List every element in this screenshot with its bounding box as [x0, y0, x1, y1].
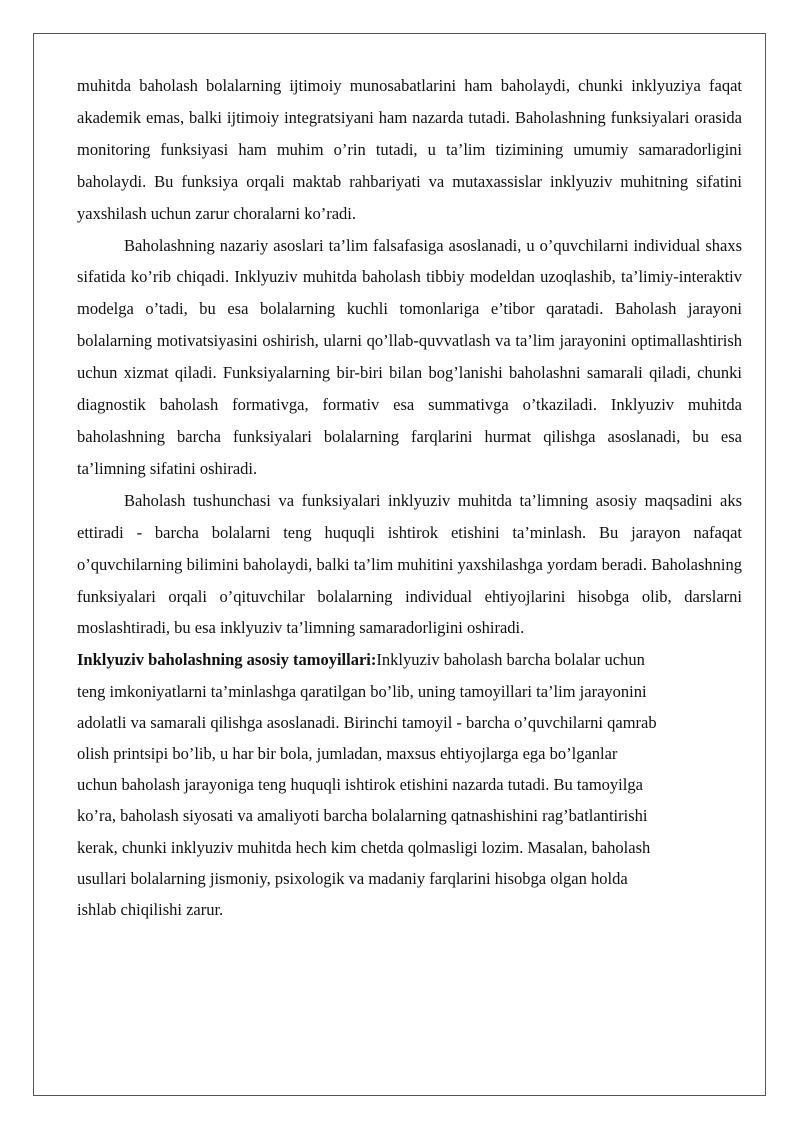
section-line: Inklyuziv baholash barcha bolalar uchun: [376, 650, 645, 670]
section-line: kerak, chunki inklyuziv muhitda hech kim chetda qolmasligi lozim. Masalan, baholash: [77, 837, 651, 857]
section-line: ishlab chiqilishi zarur.: [77, 899, 224, 919]
document-body: [77, 70, 742, 925]
paragraph-continuation: muhitda baholash bolalarning ijtimoiy munosabatlarini ham baholaydi, chunki inklyuziya faqat akademik emas, balki ijtimoiy integratsiyani ham nazarda tutadi. Baholashning funksiyalari orasida monitoring funksiyasi ham muhim o’rin tutadi, u ta’lim tizimining umumiy samaradorligini baholaydi. Bu funksiya orqali maktab rahbariyati va mutaxassislar inklyuziv muhitning sifatini yaxshilash uchun zarur choralarni ko’radi.: [77, 76, 742, 223]
section-line: usullari bolalarning jismoniy, psixologik va madaniy farqlarini hisobga olgan holda: [77, 868, 628, 888]
section-line: ko’ra, baholash siyosati va amaliyoti barcha bolalarning qatnashishini rag’batlantirishi: [77, 806, 648, 826]
section-line: adolatli va samarali qilishga asoslanadi. Birinchi tamoyil - barcha o’quvchilarni qamrab: [77, 712, 657, 732]
section-line: teng imkoniyatlarni ta’minlashga qaratilgan bo’lib, uning tamoyillari ta’lim jarayonini: [77, 681, 647, 701]
section-heading: Inklyuziv baholashning asosiy tamoyillari:: [77, 650, 377, 670]
section-line: olish printsipi bo’lib, u har bir bola, jumladan, maxsus ehtiyojlarga ega bo’lganlar: [77, 743, 618, 763]
paragraph-concept-functions: Baholash tushunchasi va funksiyalari inklyuziv muhitda ta’limning asosiy maqsadini aks ettiradi - barcha bolalarni teng huquqli ishtirok etishini ta’minlash. Bu jarayon nafaqat o’quvchilarning bilimini baholaydi, balki ta’lim muhitini yaxshilashga yordam beradi. Baholashning funksiyalari orqali o’qituvchilar bolalarning individual ehtiyojlarini hisobga olib, darslarni moslashtiradi, bu esa inklyuziv ta’limning samaradorligini oshiradi.: [77, 490, 742, 638]
paragraph-theoretical-basis: Baholashning nazariy asoslari ta’lim falsafasiga asoslanadi, u o’quvchilarni individual shaxs sifatida ko’rib chiqadi. Inklyuziv muhitda baholash tibbiy modeldan uzoqlashib, ta’limiy-interaktiv modelga o’tadi, bu esa bolalarning kuchli tomonlariga e’tibor qaratadi. Baholash jarayoni bolalarning motivatsiyasini oshirish, ularni qo’llab-quvvatlash va ta’lim jarayonini optimallashtirish uchun xizmat qiladi. Funksiyalarning bir-biri bilan bog’lanishi baholashni samarali qiladi, chunki diagnostik baholash formativga, formativ esa summativga o’tkaziladi. Inklyuziv muhitda baholashning barcha funksiyalari bolalarning farqlarini hurmat qilishga asoslanadi, bu esa ta’limning sifatini oshiradi.: [77, 235, 742, 478]
principles-section: [77, 644, 737, 925]
section-line: uchun baholash jarayoniga teng huquqli ishtirok etishini nazarda tutadi. Bu tamoyilga: [77, 775, 643, 795]
